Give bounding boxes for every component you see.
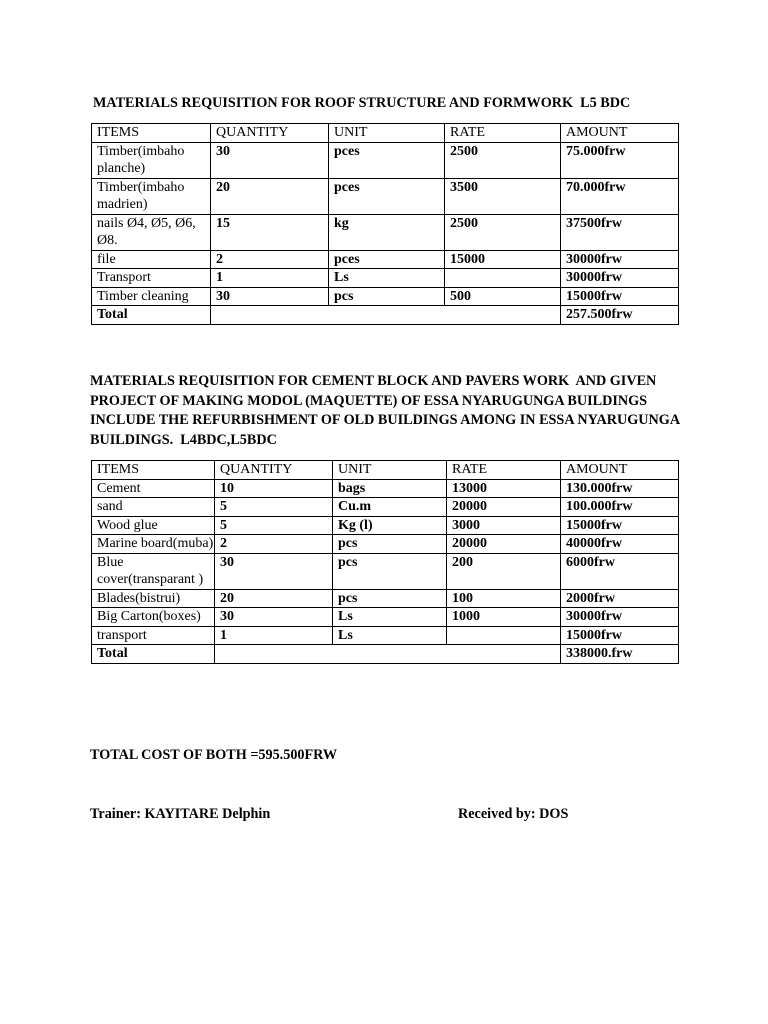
amount-cell: 130.000frw [561, 479, 679, 498]
column-header: ITEMS [92, 461, 215, 480]
rate-cell: 15000 [445, 250, 561, 269]
total-row [92, 306, 679, 325]
column-header: RATE [447, 461, 561, 480]
quantity-cell: 20 [211, 178, 329, 214]
unit-cell: Ls [329, 269, 445, 288]
amount-cell: 15000frw [561, 516, 679, 535]
item-cell: transport [92, 626, 215, 645]
table-row [92, 516, 679, 535]
rate-cell: 13000 [447, 479, 561, 498]
item-cell: Marine board(muba) [92, 535, 215, 554]
table-row [92, 142, 679, 178]
item-cell: Wood glue [92, 516, 215, 535]
amount-cell: 100.000frw [561, 498, 679, 517]
table-row [92, 553, 679, 589]
rate-cell: 1000 [447, 608, 561, 627]
table-row [92, 626, 679, 645]
unit-cell: pcs [333, 553, 447, 589]
table-row [92, 535, 679, 554]
unit-cell: Cu.m [333, 498, 447, 517]
amount-cell: 40000frw [561, 535, 679, 554]
quantity-cell: 5 [215, 516, 333, 535]
rate-cell: 2500 [445, 214, 561, 250]
unit-cell: pcs [333, 589, 447, 608]
quantity-cell: 1 [215, 626, 333, 645]
quantity-cell: 30 [215, 608, 333, 627]
total-row [92, 645, 679, 664]
total-value: 257.500frw [561, 306, 679, 325]
quantity-cell: 15 [211, 214, 329, 250]
item-cell: sand [92, 498, 215, 517]
total-label: Total [92, 306, 211, 325]
quantity-cell: 30 [211, 287, 329, 306]
table-row [92, 498, 679, 517]
quantity-cell: 1 [211, 269, 329, 288]
item-cell: Cement [92, 479, 215, 498]
rate-cell: 100 [447, 589, 561, 608]
total-label: Total [92, 645, 215, 664]
quantity-cell: 30 [211, 142, 329, 178]
rate-cell [447, 626, 561, 645]
amount-cell: 37500frw [561, 214, 679, 250]
table-row [92, 608, 679, 627]
quantity-cell: 20 [215, 589, 333, 608]
amount-cell: 30000frw [561, 269, 679, 288]
item-cell: file [92, 250, 211, 269]
grand-total: TOTAL COST OF BOTH =595.500FRW [90, 747, 338, 763]
table-row [92, 479, 679, 498]
column-header: RATE [445, 124, 561, 143]
amount-cell: 6000frw [561, 553, 679, 589]
column-header: UNIT [333, 461, 447, 480]
amount-cell: 15000frw [561, 626, 679, 645]
roof-structure-table [91, 123, 679, 325]
total-spacer [211, 306, 561, 325]
quantity-cell: 2 [211, 250, 329, 269]
column-header: ITEMS [92, 124, 211, 143]
unit-cell: pces [329, 250, 445, 269]
rate-cell: 2500 [445, 142, 561, 178]
unit-cell: Kg (l) [333, 516, 447, 535]
table-row [92, 178, 679, 214]
rate-cell: 3500 [445, 178, 561, 214]
trainer-signature-label: Trainer: KAYITARE Delphin [90, 806, 271, 822]
rate-cell: 3000 [447, 516, 561, 535]
unit-cell: pcs [329, 287, 445, 306]
rate-cell: 20000 [447, 535, 561, 554]
total-value: 338000.frw [561, 645, 679, 664]
amount-cell: 70.000frw [561, 178, 679, 214]
amount-cell: 75.000frw [561, 142, 679, 178]
column-header: AMOUNT [561, 124, 679, 143]
quantity-cell: 10 [215, 479, 333, 498]
item-cell: Big Carton(boxes) [92, 608, 215, 627]
unit-cell: pces [329, 142, 445, 178]
received-by-label: Received by: DOS [458, 806, 569, 822]
amount-cell: 15000frw [561, 287, 679, 306]
item-cell: Timber cleaning [92, 287, 211, 306]
rate-cell: 20000 [447, 498, 561, 517]
amount-cell: 30000frw [561, 608, 679, 627]
rate-cell: 200 [447, 553, 561, 589]
table-header-row [92, 124, 679, 143]
cement-block-table [91, 460, 679, 664]
quantity-cell: 2 [215, 535, 333, 554]
item-cell: Blue cover(transparant ) [92, 553, 215, 589]
total-spacer [215, 645, 561, 664]
item-cell: nails Ø4, Ø5, Ø6, Ø8. [92, 214, 211, 250]
rate-cell [445, 269, 561, 288]
item-cell: Timber(imbaho planche) [92, 142, 211, 178]
table-row [92, 214, 679, 250]
unit-cell: pcs [333, 535, 447, 554]
amount-cell: 30000frw [561, 250, 679, 269]
column-header: QUANTITY [211, 124, 329, 143]
column-header: AMOUNT [561, 461, 679, 480]
unit-cell: bags [333, 479, 447, 498]
column-header: UNIT [329, 124, 445, 143]
unit-cell: Ls [333, 608, 447, 627]
table-header-row [92, 461, 679, 480]
table1-title: MATERIALS REQUISITION FOR ROOF STRUCTURE AND FORMWORK L5 BDC [93, 95, 631, 111]
quantity-cell: 5 [215, 498, 333, 517]
table-row [92, 269, 679, 288]
amount-cell: 2000frw [561, 589, 679, 608]
unit-cell: kg [329, 214, 445, 250]
table-row [92, 250, 679, 269]
table-row [92, 287, 679, 306]
column-header: QUANTITY [215, 461, 333, 480]
rate-cell: 500 [445, 287, 561, 306]
item-cell: Blades(bistrui) [92, 589, 215, 608]
unit-cell: pces [329, 178, 445, 214]
item-cell: Transport [92, 269, 211, 288]
table-row [92, 589, 679, 608]
unit-cell: Ls [333, 626, 447, 645]
quantity-cell: 30 [215, 553, 333, 589]
item-cell: Timber(imbaho madrien) [92, 178, 211, 214]
table2-title: MATERIALS REQUISITION FOR CEMENT BLOCK AND PAVERS WORK AND GIVEN PROJECT OF MAKING MODOL (MAQUETTE) OF ESSA NYARUGUNGA BUILDINGS INCLUDE THE REFURBISHMENT OF OLD BUILDINGS AMONG IN ESSA NYARUGUNGA BUILDINGS. L4BDC,L5BDC [90, 373, 683, 448]
